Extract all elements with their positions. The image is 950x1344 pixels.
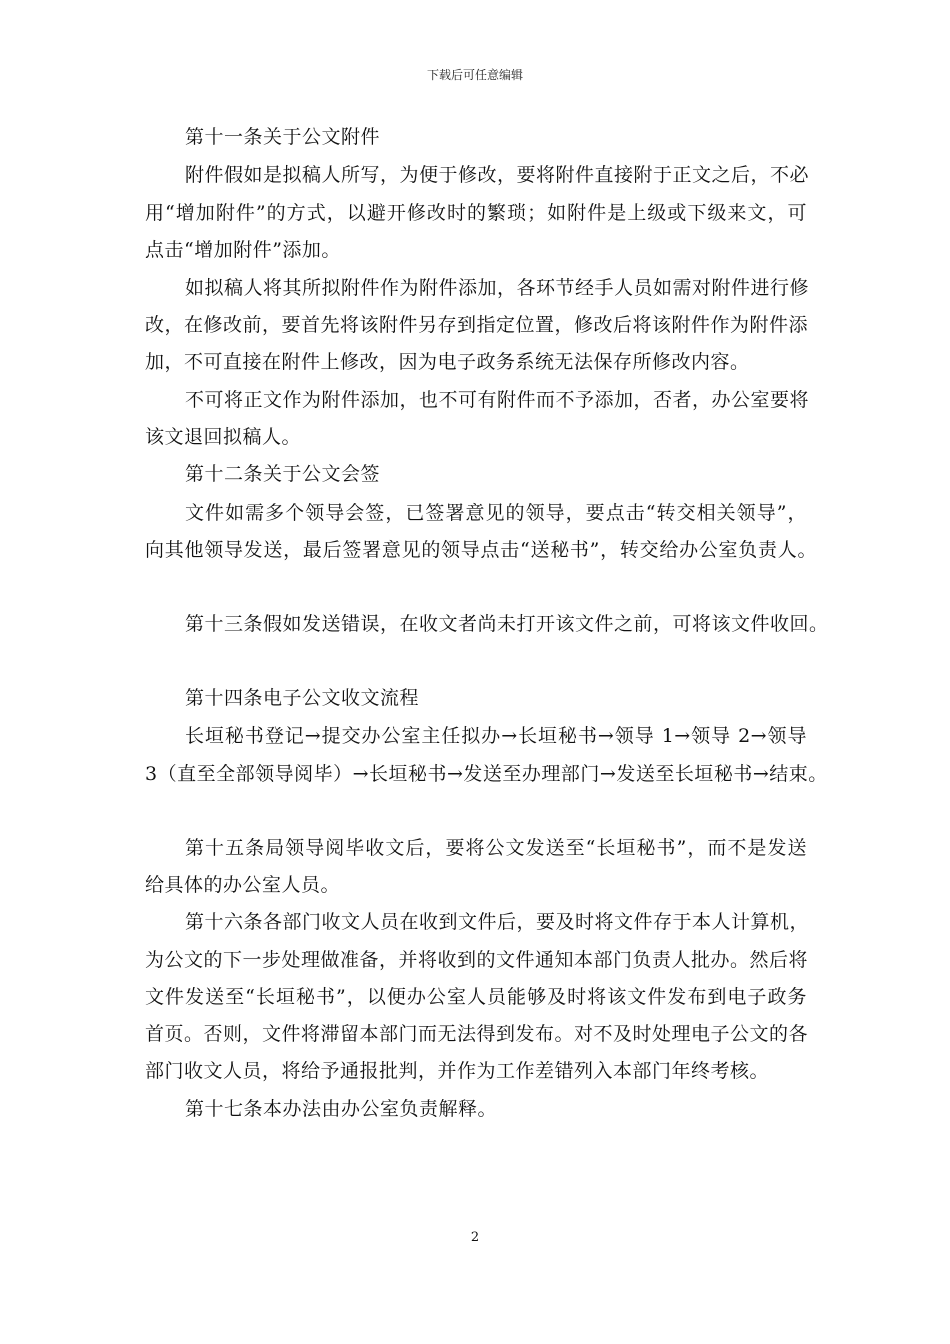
paragraph-line: 文件如需多个领导会签，已签署意见的领导，要点击“转交相关领导”，: [185, 502, 807, 524]
paragraph-line: 文件发送至“长垣秘书”，以便办公室人员能够及时将该文件发布到电子政务: [145, 986, 807, 1008]
flow-line: 3（直至全部领导阅毕）→长垣秘书→发送至办理部门→发送至长垣秘书→结束。: [145, 763, 828, 785]
article-13: 第十三条假如发送错误，在收文者尚未打开该文件之前，可将该文件收回。: [185, 613, 829, 635]
paragraph-line: 附件假如是拟稿人所写，为便于修改，要将附件直接附于正文之后，不必: [185, 164, 810, 186]
paragraph-line: 部门收文人员，将给予通报批判，并作为工作差错列入本部门年终考核。: [145, 1060, 770, 1082]
article-14-heading: 第十四条电子公文收文流程: [185, 687, 420, 709]
paragraph-line: 为公文的下一步处理做准备，并将收到的文件通知本部门负责人批办。然后将: [145, 949, 809, 971]
paragraph-line: 不可将正文作为附件添加，也不可有附件而不予添加，否者，办公室要将: [185, 389, 810, 411]
paragraph-line: 该文退回拟稿人。: [145, 426, 302, 448]
article-17: 第十七条本办法由办公室负责解释。: [185, 1098, 498, 1120]
paragraph-line: 如拟稿人将其所拟附件作为附件添加，各环节经手人员如需对附件进行修: [185, 277, 810, 299]
paragraph-line: 向其他领导发送，最后签署意见的领导点击“送秘书”，转交给办公室负责人。: [145, 539, 817, 561]
paragraph-line: 给具体的办公室人员。: [145, 874, 341, 896]
paragraph-line: 点击“增加附件”添加。: [145, 239, 341, 261]
paragraph-line: 改，在修改前，要首先将该附件另存到指定位置，修改后将该附件作为附件添: [145, 314, 809, 336]
article-12-heading: 第十二条关于公文会签: [185, 463, 381, 485]
article-16: 第十六条各部门收文人员在收到文件后，要及时将文件存于本人计算机，: [185, 911, 810, 933]
flow-line: 长垣秘书登记→提交办公室主任拟办→长垣秘书→领导 1→领导 2→领导: [185, 725, 807, 747]
article-11-heading: 第十一条关于公文附件: [185, 126, 381, 148]
page-number: 2: [470, 1230, 480, 1245]
page-header: 下载后可任意编辑: [426, 68, 523, 82]
paragraph-line: 首页。否则，文件将滞留本部门而无法得到发布。对不及时处理电子公文的各: [145, 1023, 809, 1045]
article-15: 第十五条局领导阅毕收文后，要将公文发送至“长垣秘书”，而不是发送: [185, 837, 807, 859]
paragraph-line: 用“增加附件”的方式，以避开修改时的繁琐；如附件是上级或下级来文，可: [145, 202, 807, 224]
paragraph-line: 加，不可直接在附件上修改，因为电子政务系统无法保存所修改内容。: [145, 351, 750, 373]
